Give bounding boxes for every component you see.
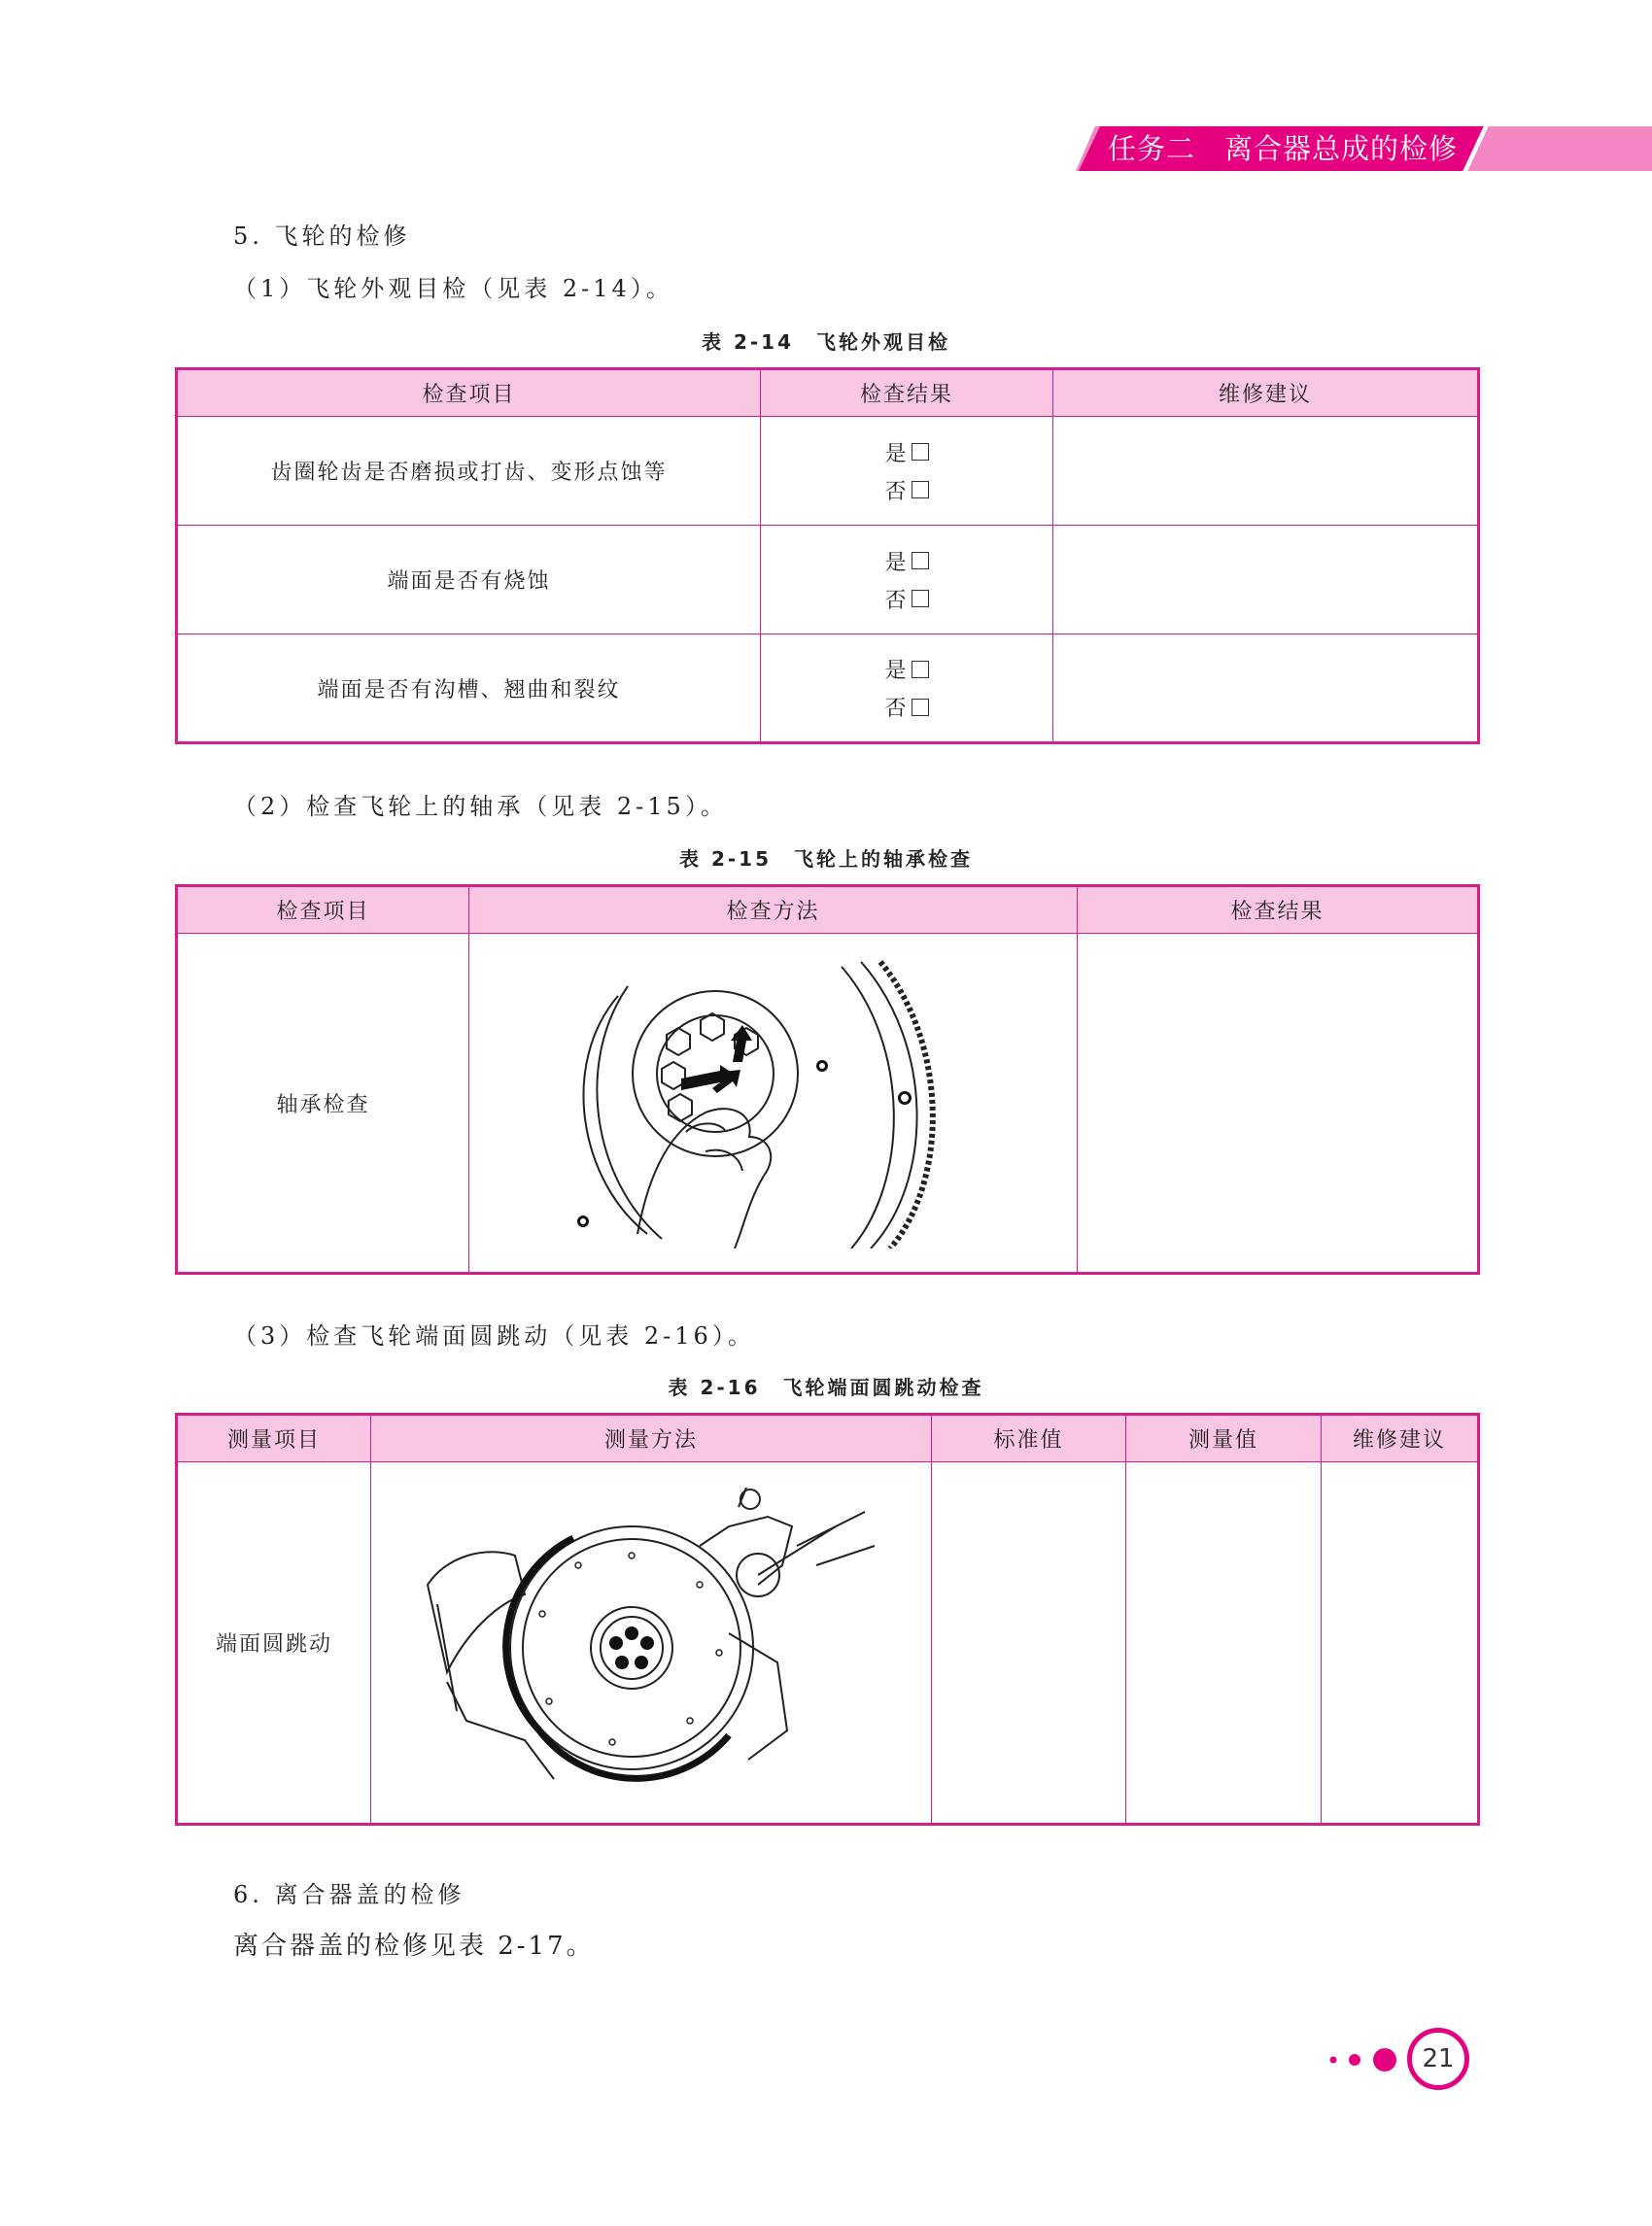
table-header-row — [177, 886, 1479, 934]
section-5-1-text: （1）飞轮外观目检（见表 2-14）。 — [233, 275, 673, 302]
no-label: 否 — [884, 479, 909, 504]
yes-option[interactable] — [884, 654, 928, 684]
repair-suggestion-cell[interactable] — [1053, 526, 1479, 634]
table-2-14 — [175, 367, 1480, 744]
flywheel-bearing-illustration — [560, 957, 987, 1249]
no-label: 否 — [884, 697, 909, 721]
page-number: 21 — [1407, 2028, 1469, 2090]
inspection-item: 端面是否有烧蚀 — [177, 526, 761, 634]
column-header: 检查结果 — [761, 369, 1053, 417]
no-option[interactable] — [884, 692, 928, 722]
result-cell[interactable] — [1078, 934, 1479, 1274]
no-checkbox[interactable] — [912, 699, 929, 716]
table-2-15-caption: 表 2-15 飞轮上的轴承检查 — [678, 847, 973, 871]
inspection-item: 端面是否有沟槽、翘曲和裂纹 — [177, 634, 761, 743]
column-header: 测量值 — [1126, 1415, 1322, 1462]
no-option[interactable] — [884, 475, 928, 505]
chapter-title: 任务二 离合器总成的检修 — [1108, 132, 1459, 165]
inspection-item: 轴承检查 — [177, 934, 469, 1274]
column-header: 标准值 — [932, 1415, 1126, 1462]
table-header-row — [177, 1415, 1479, 1462]
repair-suggestion-cell[interactable] — [1053, 634, 1479, 743]
result-cell — [761, 634, 1053, 743]
no-label: 否 — [884, 588, 909, 613]
measured-value-cell[interactable] — [1126, 1462, 1322, 1825]
table-row — [177, 1462, 1479, 1825]
inspection-item: 齿圈轮齿是否磨损或打齿、变形点蚀等 — [177, 417, 761, 526]
column-header: 检查项目 — [177, 886, 469, 934]
yes-option[interactable] — [884, 437, 928, 467]
table-row — [177, 417, 1479, 526]
method-cell — [371, 1462, 932, 1825]
column-header: 检查方法 — [469, 886, 1078, 934]
column-header: 测量方法 — [371, 1415, 932, 1462]
yes-label: 是 — [884, 550, 909, 575]
yes-checkbox[interactable] — [912, 443, 929, 461]
yes-label: 是 — [884, 659, 909, 683]
repair-suggestion-cell[interactable] — [1053, 417, 1479, 526]
yes-checkbox[interactable] — [912, 552, 929, 569]
table-2-16-caption: 表 2-16 飞轮端面圆跳动检查 — [668, 1376, 984, 1399]
column-header: 维修建议 — [1322, 1415, 1479, 1462]
no-checkbox[interactable] — [912, 481, 929, 498]
result-cell — [761, 417, 1053, 526]
section-5-3-text: （3）检查飞轮端面圆跳动（见表 2-16）。 — [233, 1322, 755, 1350]
page-dots-decoration — [1322, 2038, 1409, 2081]
column-header: 维修建议 — [1053, 369, 1479, 417]
column-header: 检查结果 — [1078, 886, 1479, 934]
column-header: 测量项目 — [177, 1415, 371, 1462]
yes-option[interactable] — [884, 546, 928, 576]
flywheel-runout-illustration — [408, 1488, 894, 1798]
table-row — [177, 634, 1479, 743]
table-2-15 — [175, 884, 1480, 1275]
table-row — [177, 934, 1479, 1274]
standard-value-cell[interactable] — [932, 1462, 1126, 1825]
method-cell — [469, 934, 1078, 1274]
table-header-row — [177, 369, 1479, 417]
section-5-2-text: （2）检查飞轮上的轴承（见表 2-15）。 — [233, 793, 728, 820]
section-6-text: 离合器盖的检修见表 2-17。 — [233, 1932, 595, 1961]
no-option[interactable] — [884, 584, 928, 614]
table-2-14-caption: 表 2-14 飞轮外观目检 — [701, 330, 950, 354]
repair-suggestion-cell[interactable] — [1322, 1462, 1479, 1825]
measurement-item: 端面圆跳动 — [177, 1462, 371, 1825]
yes-checkbox[interactable] — [912, 661, 929, 678]
table-2-16 — [175, 1413, 1480, 1826]
yes-label: 是 — [884, 441, 909, 466]
section-5-heading: 5. 飞轮的检修 — [233, 223, 411, 250]
column-header: 检查项目 — [177, 369, 761, 417]
result-cell — [761, 526, 1053, 634]
table-row — [177, 526, 1479, 634]
section-6-heading: 6. 离合器盖的检修 — [233, 1881, 465, 1908]
no-checkbox[interactable] — [912, 590, 929, 607]
